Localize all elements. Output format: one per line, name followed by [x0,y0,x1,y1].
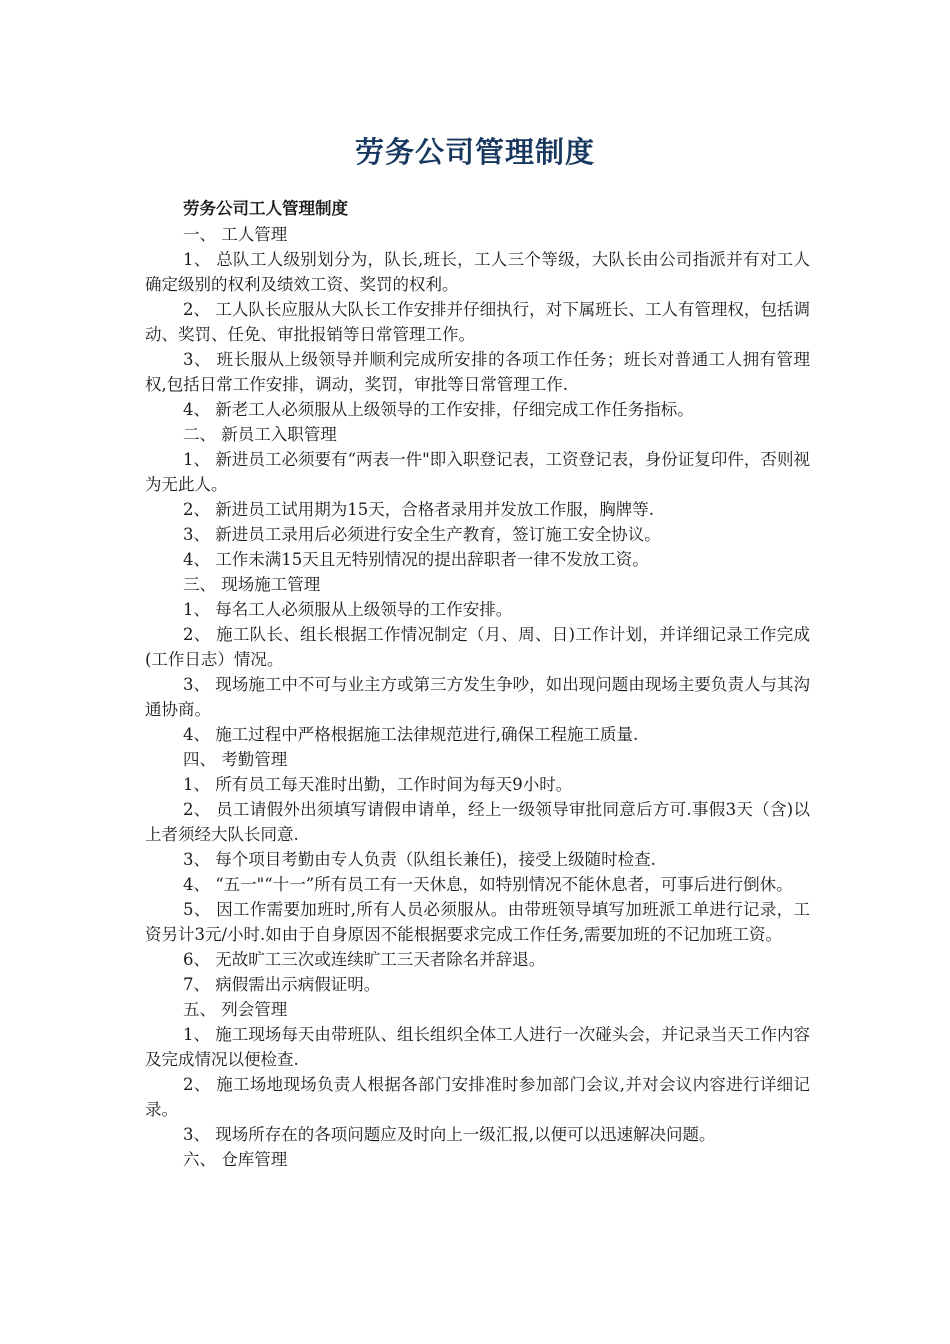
section-heading: 四、 考勤管理 [183,750,288,769]
document-subtitle: 劳务公司工人管理制度 [183,199,348,218]
paragraph: 5、 因工作需要加班时,所有人员必须服从。由带班领导填写加班派工单进行记录，工资另计3元/小时.如由于自身原因不能根据要求完成工作任务,需要加班的不记加班工资。 [145,900,810,944]
paragraph: 4、 新老工人必须服从上级领导的工作安排，仔细完成工作任务指标。 [183,400,694,419]
document-title: 劳务公司管理制度 [354,135,595,169]
paragraph: 1、 施工现场每天由带班队、组长组织全体工人进行一次碰头会，并记录当天工作内容及完成情况以便检查. [145,1025,810,1069]
section-heading: 三、 现场施工管理 [183,575,321,594]
paragraph: 2、 新进员工试用期为15天，合格者录用并发放工作服，胸牌等. [183,500,654,519]
paragraph: 2、 工人队长应服从大队长工作安排并仔细执行，对下属班长、工人有管理权，包括调动、奖罚、任免、审批报销等日常管理工作。 [145,300,810,344]
paragraph: 4、 工作未满15天且无特别情况的提出辞职者一律不发放工资。 [183,550,649,569]
paragraph: 2、 施工队长、组长根据工作情况制定（月、周、日)工作计划，并详细记录工作完成(工作日志）情况。 [145,625,810,669]
paragraph: 3、 班长服从上级领导并顺利完成所安排的各项工作任务；班长对普通工人拥有管理权,包括日常工作安排，调动，奖罚，审批等日常管理工作. [145,350,810,394]
paragraph: 4、 “五一"“十一”所有员工有一天休息，如特别情况不能休息者，可事后进行倒休。 [183,875,793,894]
section-heading: 六、 仓库管理 [183,1150,288,1169]
section-heading: 五、 列会管理 [183,1000,288,1019]
document-body [145,196,810,1172]
paragraph: 4、 施工过程中严格根据施工法律规范进行,确保工程施工质量. [183,725,639,744]
paragraph: 2、 员工请假外出须填写请假申请单，经上一级领导审批同意后方可.事假3天（含)以上者须经大队长同意. [145,800,810,844]
paragraph: 1、 新进员工必须要有“两表一件"即入职登记表，工资登记表，身份证复印件，否则视为无此人。 [145,450,810,494]
paragraph: 1、 所有员工每天准时出勤，工作时间为每天9小时。 [183,775,573,794]
paragraph: 1、 每名工人必须服从上级领导的工作安排。 [183,600,513,619]
paragraph: 3、 新进员工录用后必须进行安全生产教育，签订施工安全协议。 [183,525,661,544]
paragraph: 6、 无故旷工三次或连续旷工三天者除名并辞退。 [183,950,546,969]
paragraph: 3、 现场所存在的各项问题应及时向上一级汇报,以便可以迅速解决问题。 [183,1125,716,1144]
paragraph: 1、 总队工人级别划分为，队长,班长，工人三个等级，大队长由公司指派并有对工人确定级别的权利及绩效工资、奖罚的权利。 [145,250,810,294]
paragraph: 7、 病假需出示病假证明。 [183,975,381,994]
paragraph: 2、 施工场地现场负责人根据各部门安排准时参加部门会议,并对会议内容进行详细记录。 [145,1075,810,1119]
paragraph: 3、 每个项目考勤由专人负责（队组长兼任)，接受上级随时检查. [183,850,656,869]
section-heading: 一、 工人管理 [183,225,288,244]
section-heading: 二、 新员工入职管理 [183,425,337,444]
paragraph: 3、 现场施工中不可与业主方或第三方发生争吵，如出现问题由现场主要负责人与其沟通协商。 [145,675,810,719]
